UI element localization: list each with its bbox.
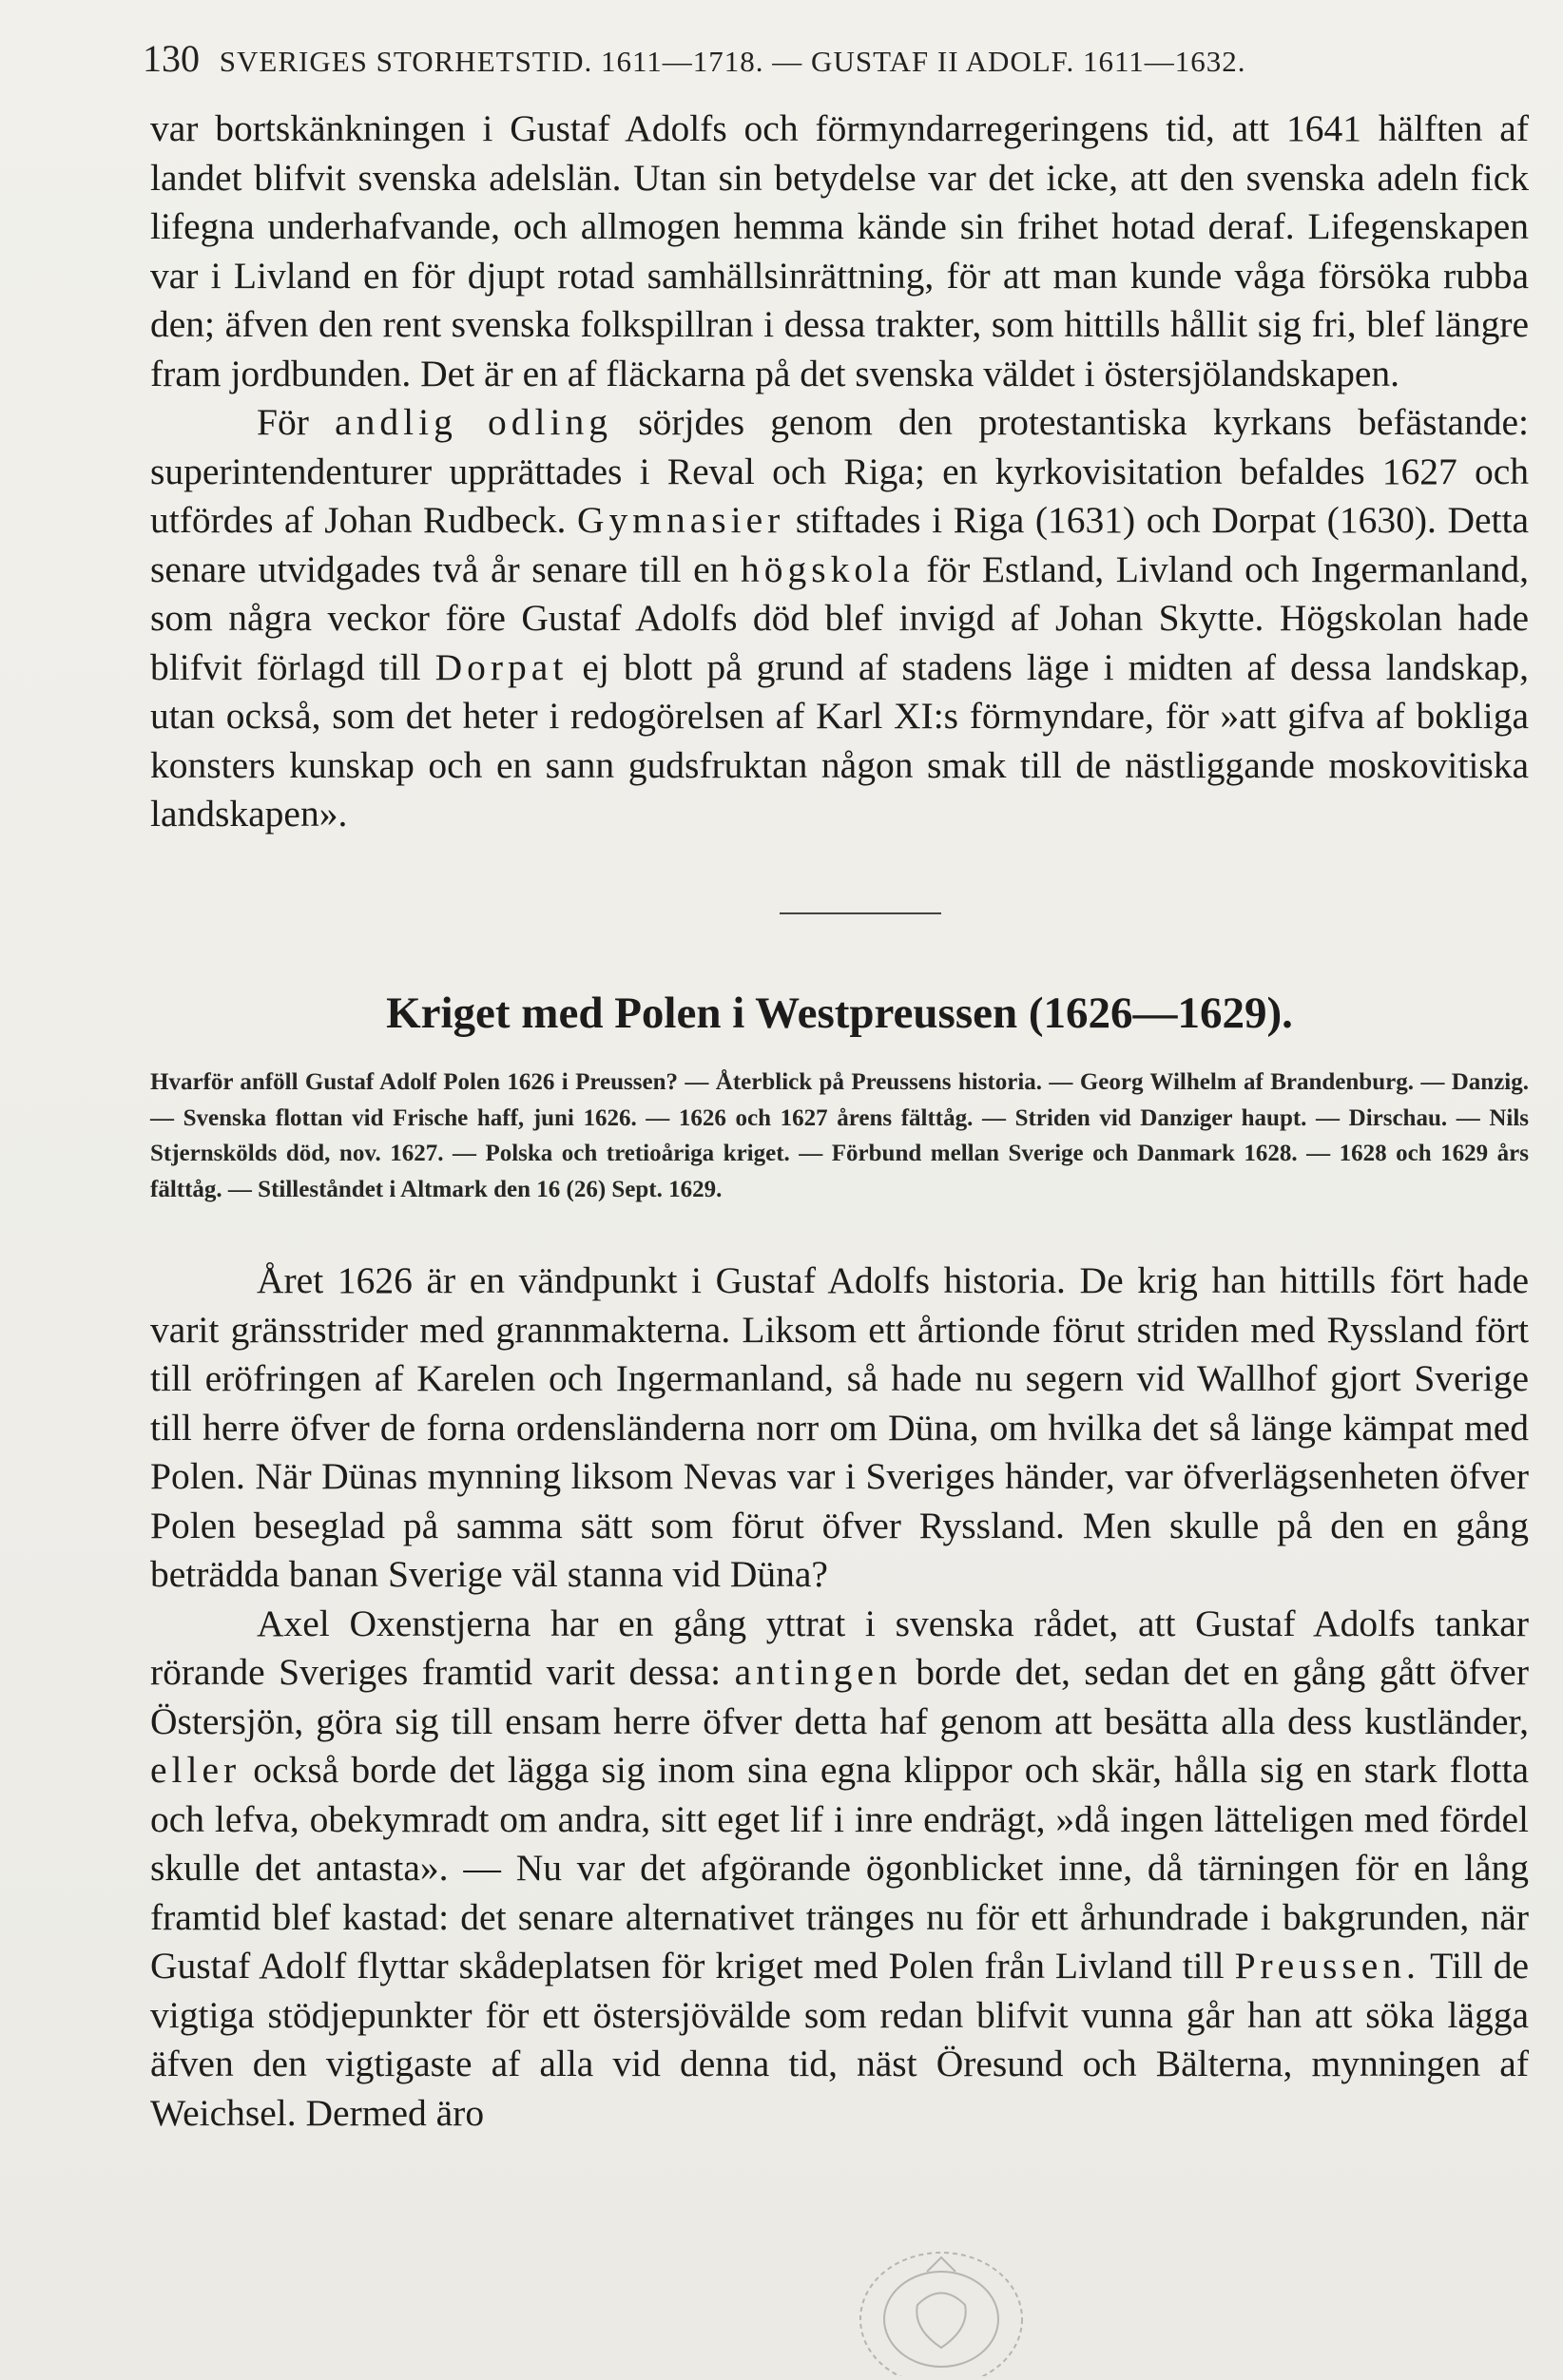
chapter-summary: Hvarför anföll Gustaf Adolf Polen 1626 i Preussen? — Återblick på Preussens historia. — Georg Wilhelm af Brandenburg. — Danzig. — Svenska flottan vid Frische haff, juni 1626. — 1626 och 1627 årens fälttåg. — Striden vid Danziger haupt. — Dirschau. — Nils Stjernskölds död, nov. 1627. — Polska och tretioåriga kriget. — Förbund mellan Sverige och Danmark 1628. — 1628 och 1629 års fälttåg. — Stilleståndet i Altmark den 16 (26) Sept. 1629. <box>150 1069 1529 1202</box>
body-text-top <box>150 105 1529 839</box>
paragraph <box>150 398 1529 839</box>
text-run: borde det, sedan det en gång gått öfver Östersjön, göra sig till ensam herre öfver detta haf genom att besätta alla dess kustländer, <box>150 1651 1529 1742</box>
spaced-emphasis: högskola <box>740 547 915 590</box>
body-text-bottom <box>150 1257 1529 2138</box>
spaced-emphasis: Gymnasier <box>576 499 785 541</box>
library-stamp-icon <box>827 2215 1055 2376</box>
paragraph: var bortskänkningen i Gustaf Adolfs och förmyndarregeringens tid, att 1641 hälften af landet blifvit svenska adelslän. Utan sin betydelse var det icke, att den svenska adeln fick lifegna underhafvande, och allmogen hemma kände sin frihet hotad deraf. Lifegenskapen var i Livland en för djupt rotad samhällsinrättning, för att man kunde våga försöka rubba den; äfven den rent svenska folkspillran i dessa trakter, som hittills hållit sig fri, blef längre fram jordbunden. Det är en af fläckarna på det svenska väldet i östersjölandskapen. <box>150 107 1529 394</box>
spaced-emphasis: eller <box>150 1749 241 1791</box>
text-run: sörjdes genom den protestantiska kyrkans befästande: superintendenturer upprättades i Reval och Riga; en kyrkovisitation befaldes 1627 och utfördes af Johan Rudbeck. <box>150 401 1529 541</box>
spaced-emphasis: Preussen. <box>1234 1945 1420 1987</box>
text-run: stiftades i Riga (1631) och Dorpat (1630). Detta senare utvidgades två år senare till en <box>150 499 1529 590</box>
section-divider <box>780 912 941 914</box>
spaced-emphasis: Dorpat <box>434 645 569 688</box>
paragraph: Året 1626 är en vändpunkt i Gustaf Adolfs historia. De krig han hittills fört hade varit gränsstrider med grannmakterna. Liksom ett årtionde förut striden med Ryssland fört till eröfringen af Karelen och Ingermanland, så hade nu segern vid Wallhof gjort Sverige till herre öfver de forna ordensländerna norr om Düna, om hvilka det så länge kämpat med Polen. När Dünas mynning liksom Nevas var i Sveriges händer, var öfverlägsenheten öfver Polen beseglad på samma sätt som förut öfver Ryssland. Men skulle på den en gång beträdda banan Sverige väl stanna vid Düna? <box>150 1259 1529 1595</box>
text-run: Till de vigtiga stödjepunkter för ett östersjövälde som redan blifvit vunna går han att söka lägga äfven den vigtigaste af alla vid denna tid, näst Öresund och Bälterna, mynningen af Weichsel. Dermed äro <box>150 1945 1530 2134</box>
chapter-title: Kriget med Polen i Westpreussen (1626—1629). <box>386 988 1293 1038</box>
running-header <box>143 36 1436 84</box>
spaced-emphasis: andlig odling <box>335 401 612 443</box>
paragraph <box>150 1600 1529 2139</box>
text-run: för Estland, Livland och Ingermanland, som några veckor före Gustaf Adolfs död blef invigd af Johan Skytte. Högskolan hade blifvit förlagd till <box>150 547 1529 688</box>
text-run: ej blott på grund af stadens läge i midten af dessa landskap, utan också, som det heter i redogörelsen af Karl XI:s förmyndare, för »att gifva af bokliga konsters kunskap och en sann gudsfruktan någon smak till de nästliggande moskovitiska landskapen». <box>150 645 1529 835</box>
page-number: 130 <box>143 37 200 80</box>
text-run: För <box>257 401 336 443</box>
spaced-emphasis: antingen <box>734 1651 902 1693</box>
text-run: också borde det lägga sig inom sina egna klippor och skär, hålla sig en stark flotta och lefva, obekymradt om andra, sitt eget lif i inre endrägt, »då ingen lätteligen med fördel skulle det antasta». — Nu var det afgörande ögonblicket inne, då tärningen för en lång framtid blef kastad: det senare alternativet tränges nu för ett århundrade i bakgrunden, när Gustaf Adolf flyttar skådeplatsen för kriget med Polen från Livland till <box>150 1749 1529 1987</box>
running-title: SVERIGES STORHETSTID. 1611—1718. — GUSTAF II ADOLF. 1611—1632. <box>219 45 1246 78</box>
text-run: Axel Oxenstjerna har en gång yttrat i svenska rådet, att Gustaf Adolfs tankar rörande Sveriges framtid varit dessa: <box>150 1602 1529 1693</box>
